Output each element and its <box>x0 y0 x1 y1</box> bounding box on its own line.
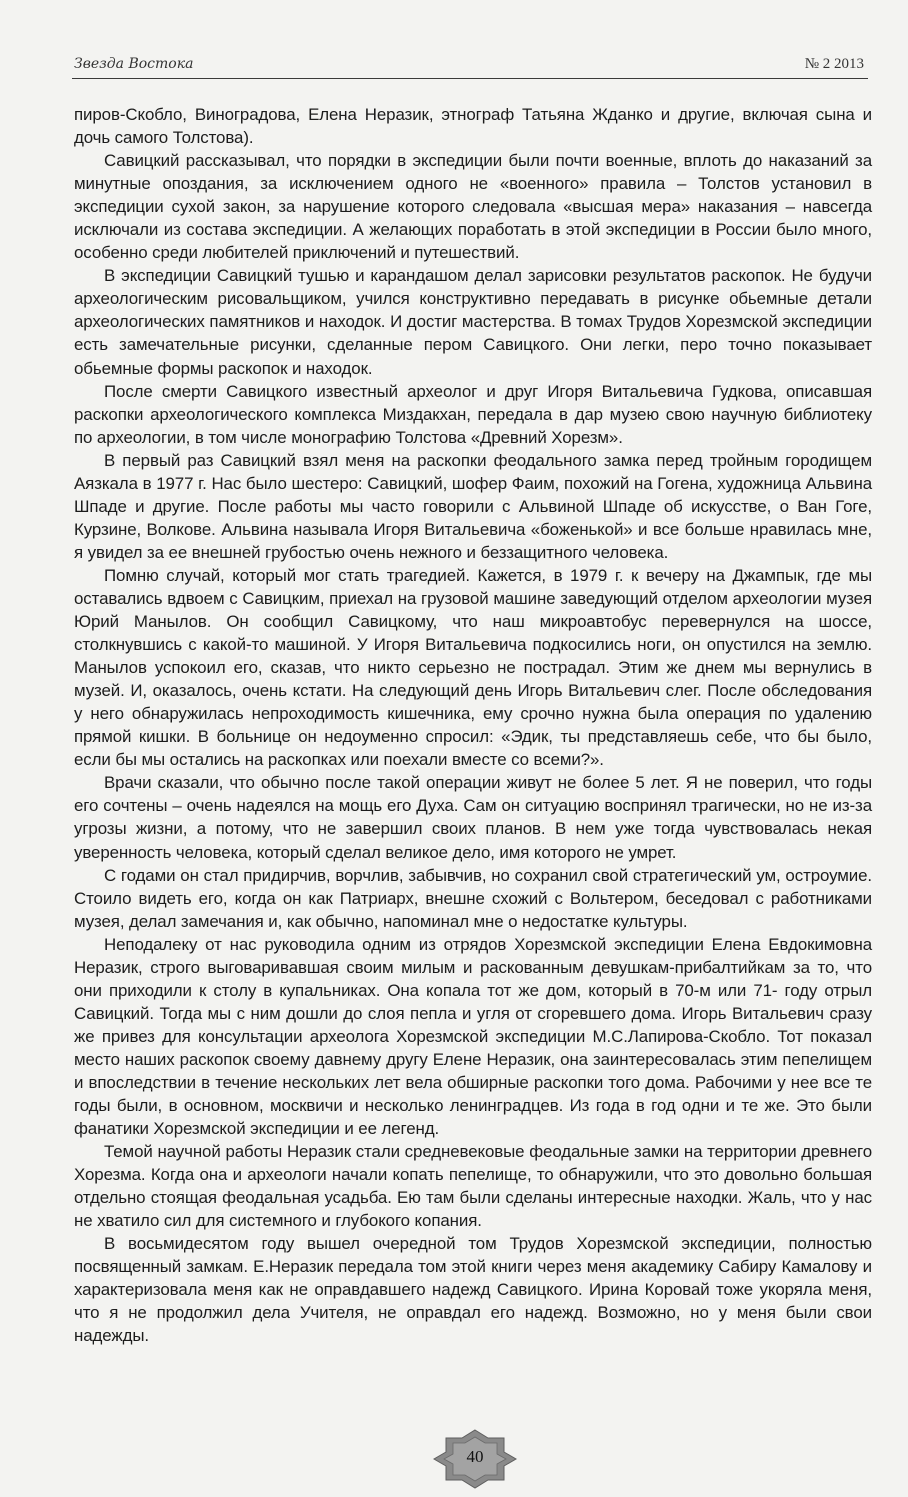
paragraph: Темой научной работы Неразик стали средневековые феодальные замки на территории древнего Хорезма. Когда она и археологи начали копать пепелище, то обнаружили, что это довольно большая отдельно стоящая феодальная усадьба. Ею там были сделаны интересные находки. Жаль, что у нас не хватило сил для системного и глубокого копания. <box>74 1142 872 1231</box>
paragraph: С годами он стал придирчив, ворчлив, забывчив, но сохранил свой стратегический ум, остроумие. Стоило видеть его, когда он как Патриарх, внешне схожий с Вольтером, беседовал с работниками музея, делал замечания и, как обычно, напоминал мне о недостатке культуры. <box>74 865 872 931</box>
paragraph: Савицкий рассказывал, что порядки в экспедиции были почти военные, вплоть до наказаний за минутные опоздания, за исключением одного не «военного» правила – Толстов установил в экспедиции сухой закон, за нарушение которого следовала «высшая мера» наказания – навсегда исключали из состава экспедиции. А желающих поработать в этой экспедиции в России было много, особенно среди любителей приключений и путешествий. <box>74 151 872 263</box>
issue-number: № 2 2013 <box>804 56 864 72</box>
page-number: 40 <box>466 1447 484 1466</box>
paragraph: Помню случай, который мог стать трагедией. Кажется, в 1979 г. к вечеру на Джампык, где мы оставались вдвоем с Савицким, приехал на грузовой машине заведующий отделом археологии музея Юрий Манылов. Он сообщил Савицкому, что наш микроавтобус перевернулся на шоссе, столкнувшись с какой-то машиной. У Игоря Витальевича подкосились ноги, он опустился на землю. Манылов успокоил его, сказав, что никто серьезно не пострадал. Этим же днем мы вернулись в музей. И, оказалось, очень кстати. На следующий день Игорь Витальевич слег. После обследования у него обнаружилась непроходимость кишечника, ему срочно нужна была операция по удалению прямой кишки. В больнице он недоуменно спросил: «Эдик, ты представляешь себе, что бы было, если бы мы остались на раскопках или поехали вместе со всеми?». <box>74 565 872 770</box>
paragraph: Неподалеку от нас руководила одним из отрядов Хорезмской экспедиции Елена Евдокимовна Неразик, строго выговаривавшая своим милым и раскованным девушкам-прибалтийкам за то, что они приходили к столу в купальниках. Она копала тот же дом, который в 70-м или 71- году отрыл Савицкий. Тогда мы с ним дошли до слоя пепла и угля от сгоревшего дома. Игорь Витальевич сразу же привез для консультации археолога Хорезмской экспедиции М.С.Лапирова-Скобло. Тот показал место наших раскопок своему давнему другу Елене Неразик, она заинтересовалась этим пепелищем и впоследствии в течение нескольких лет вела обширные раскопки того дома. Рабочими у нее все те годы были, в основном, москвичи и несколько ленинградцев. Из года в год одни и те же. Это были фанатики Хорезмской экспедиции и ее легенд. <box>74 934 872 1139</box>
paragraph: После смерти Савицкого известный археолог и друг Игоря Витальевича Гудкова, описавшая раскопки археологического комплекса Миздакхан, передала в дар музею свою научную библиотеку по археологии, в том числе монографию Толстова «Древний Хорезм». <box>74 381 872 447</box>
paragraph: В восьмидесятом году вышел очередной том Трудов Хорезмской экспедиции, полностью посвященный замкам. Е.Неразик передала том этой книги через меня академику Сабиру Камалову и характеризовала меня как не оправдавшего надежд Савицкого. Ирина Коровай тоже укоряла меня, что я не продолжил дела Учителя, не оправдал его надежд. Возможно, но у меня были свои надежды. <box>74 1234 872 1346</box>
paragraph: В экспедиции Савицкий тушью и карандашом делал зарисовки результатов раскопок. Не будучи археологическим рисовальщиком, учился конструктивно передавать в рисунке обьемные детали археологических памятников и находок. И достиг мастерства. В томах Трудов Хорезмской экспедиции есть замечательные рисунки, сделанные пером Савицкого. Они легки, перо точно показывает обьемные формы раскопок и находок. <box>74 266 872 378</box>
paragraph: пиров-Скобло, Виноградова, Елена Неразик, этнограф Татьяна Жданко и другие, включая сына и дочь самого Толстова). <box>74 105 872 148</box>
article-body <box>74 103 872 1348</box>
paragraph: Врачи сказали, что обычно после такой операции живут не более 5 лет. Я не поверил, что годы его сочтены – очень надеялся на мощь его Духа. Сам он ситуацию воспринял трагически, но не из-за угрозы жизни, а потому, что не завершил своих планов. В нем уже тогда чувствовалась некая уверенность человека, который сделал великое дело, имя которого не умрет. <box>74 773 872 862</box>
running-header <box>72 52 868 79</box>
paragraph: В первый раз Савицкий взял меня на раскопки феодального замка перед тройным городищем Аязкала в 1977 г. Нас было шестеро: Савицкий, шофер Фаим, похожий на Гогена, художница Альвина Шпаде и другие. После работы мы часто говорили с Альвиной Шпаде об искусстве, о Ван Гоге, Курзине, Волкове. Альвина называла Игоря Витальевича «боженькой» и все больше нравилась мне, я увидел за ее внешней грубостью очень нежного и беззащитного человека. <box>74 450 872 562</box>
page-number-badge <box>430 1428 520 1490</box>
journal-title: Звезда Востока <box>74 56 194 72</box>
